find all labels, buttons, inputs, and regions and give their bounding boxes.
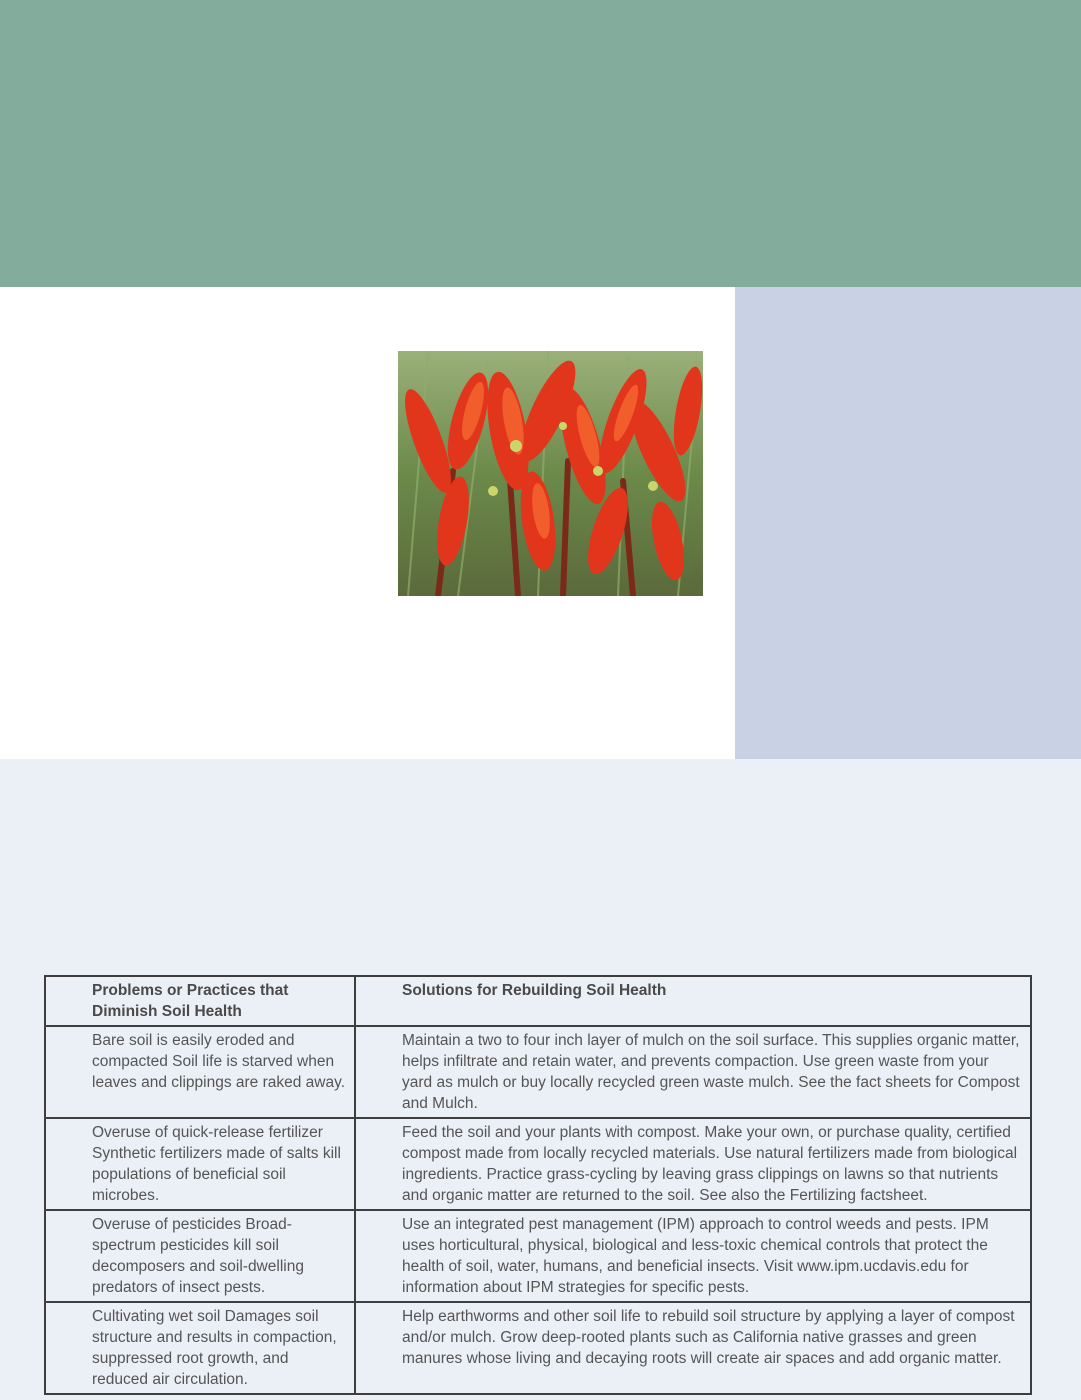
solution-cell: Help earthworms and other soil life to rebuild soil structure by applying a layer of compost and/or mulch. Grow deep-rooted plants such as California native grasses and green manures whose living and decaying roots will create air spaces and add organic matter. — [355, 1302, 1031, 1394]
problem-cell: Cultivating wet soil Damages soil structure and results in compaction, suppressed root growth, and reduced air circulation. — [45, 1302, 355, 1394]
problem-cell: Overuse of pesticides Broad-spectrum pesticides kill soil decomposers and soil-dwelling predators of insect pests. — [45, 1210, 355, 1302]
problem-cell: Overuse of quick-release fertilizer Synthetic fertilizers made of salts kill populations of beneficial soil microbes. — [45, 1118, 355, 1210]
table-header-row — [45, 976, 1031, 1026]
side-panel — [735, 287, 1081, 759]
flower-photo — [398, 351, 703, 596]
header-problems: Problems or Practices that Diminish Soil Health — [45, 976, 355, 1026]
solution-cell: Maintain a two to four inch layer of mulch on the soil surface. This supplies organic matter, helps infiltrate and retain water, and prevents compaction. Use green waste from your yard as mulch or buy locally recycled green waste mulch. See the fact sheets for Compost and Mulch. — [355, 1026, 1031, 1118]
soil-health-table — [44, 975, 1032, 1395]
solution-cell: Feed the soil and your plants with compost. Make your own, or purchase quality, certified compost made from locally recycled materials. Use natural fertilizers made from biological ingredients. Practice grass-cycling by leaving grass clippings on lawns so that nutrients and organic matter are returned to the soil. See also the Fertilizing factsheet. — [355, 1118, 1031, 1210]
problem-cell: Bare soil is easily eroded and compacted Soil life is starved when leaves and clippings are raked away. — [45, 1026, 355, 1118]
table-row — [45, 1302, 1031, 1394]
table-row — [45, 1118, 1031, 1210]
table-row — [45, 1026, 1031, 1118]
header-solutions: Solutions for Rebuilding Soil Health — [355, 976, 1031, 1026]
solution-cell: Use an integrated pest management (IPM) approach to control weeds and pests. IPM uses horticultural, physical, biological and less-toxic chemical controls that protect the health of soil, water, humans, and beneficial insects. Visit www.ipm.ucdavis.edu for information about IPM strategies for specific pests. — [355, 1210, 1031, 1302]
table-row — [45, 1210, 1031, 1302]
top-color-band — [0, 0, 1081, 287]
